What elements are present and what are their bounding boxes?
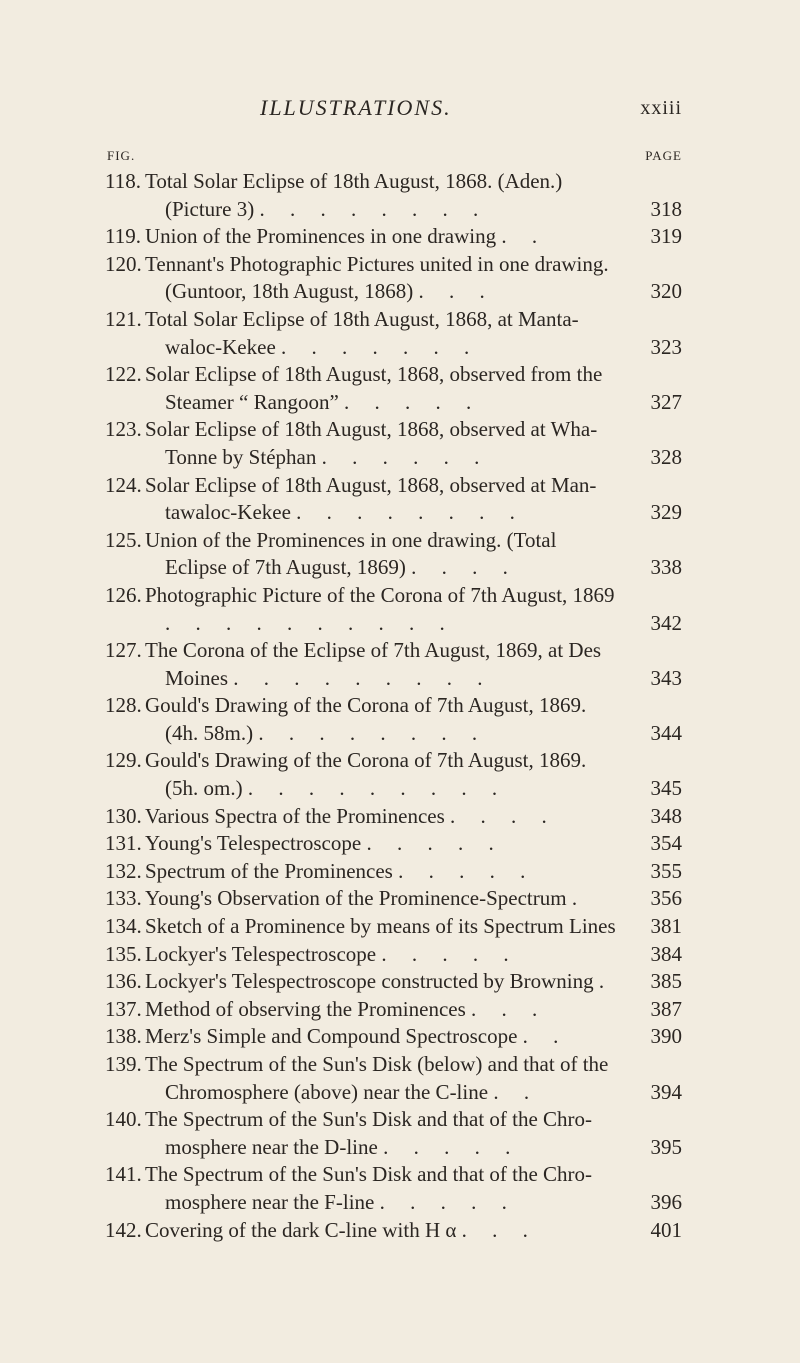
figure-number: 125. [105,527,142,552]
leader-dots: . . . . . . . . . [233,665,493,690]
caption-text: Total Solar Eclipse of 18th August, 1868. (Aden.) (Picture 3) [145,169,563,221]
figure-number: 118. [105,169,141,193]
figure-caption [145,527,682,582]
page-number: 394 [650,1079,682,1104]
page-number: 395 [650,1134,682,1159]
page-number: 356 [650,886,682,911]
figure-number: 141. [105,1162,142,1187]
caption-text: Lockyer's Telespectroscope [145,941,377,966]
figure-number: 134. [105,914,142,939]
figure-caption [145,1106,682,1161]
list-item [105,941,682,969]
list-item [105,803,682,831]
figure-caption [145,416,682,471]
page-column-label: PAGE [645,148,682,163]
list-item [105,582,682,637]
page-number: 348 [650,803,682,828]
figure-number: 123. [105,417,142,442]
page-number: 396 [650,1189,682,1214]
list-item [105,913,682,941]
figure-caption [145,1051,682,1106]
leader-dots: . . . . . . . . . [247,776,508,801]
list-item [105,1217,682,1245]
caption-text: The Spectrum of the Sun's Disk and that of the Chro-mosphere near the F-line [145,1162,593,1214]
page-number: 384 [650,941,682,966]
caption-text: Various Spectra of the Prominences [145,803,445,828]
page-number: 323 [650,334,682,359]
figure-caption [145,1161,682,1216]
caption-text: Union of the Prominences in one drawing [145,224,497,249]
list-item [105,1023,682,1051]
leader-dots: . . . [418,279,495,304]
page-number: 344 [650,720,682,745]
figure-number: 120. [105,251,142,276]
leader-dots: . . . . . [344,389,482,414]
caption-text: Young's Telespectroscope [145,831,362,856]
leader-dots: . [598,969,615,994]
caption-text: Gould's Drawing of the Corona of 7th August, 1869. (5h. om.) [145,748,587,801]
list-item [105,223,682,251]
caption-text: Tennant's Photographic Pictures united in one drawing. (Guntoor, 18th August, 1868) [145,251,609,304]
leader-dots: . . [493,1079,540,1104]
figure-caption [145,941,682,969]
list-item [105,1161,682,1216]
leader-dots: . . [522,1024,569,1049]
page-number: 381 [650,914,682,939]
leader-dots: . . . . . [381,941,519,966]
figure-caption [145,472,682,527]
figure-number: 124. [105,472,142,497]
page-number: 390 [650,1024,682,1049]
running-head-title: ILLUSTRATIONS. [260,95,452,120]
figure-number: 136. [105,969,142,994]
figure-number: 142. [105,1217,142,1242]
figure-caption [145,803,682,831]
page-number: 329 [650,500,682,525]
caption-text: The Spectrum of the Sun's Disk (below) and that of the Chromosphere (above) near the C-line [145,1052,609,1104]
caption-text: Spectrum of the Prominences [145,858,393,883]
caption-text: Solar Eclipse of 18th August, 1868, observed from the Steamer “ Rangoon” [145,362,603,414]
figure-caption [145,361,682,416]
illustration-list [105,168,682,1244]
leader-dots: . [571,886,588,911]
leader-dots: . . . . . [366,831,504,856]
leader-dots: . . . . . . . . [296,500,525,525]
page-number: 385 [650,969,682,994]
list-item [105,1106,682,1161]
caption-text: Total Solar Eclipse of 18th August, 1868, at Manta-waloc-Kekee [145,306,579,359]
caption-text: Merz's Simple and Compound Spectroscope [145,1024,518,1049]
page-numeral: xxiii [640,97,682,119]
list-item [105,361,682,416]
leader-dots: . . [501,224,548,249]
page-number: 343 [650,665,682,690]
caption-text: Union of the Prominences in one drawing. (Total Eclipse of 7th August, 1869) [145,527,557,580]
list-item [105,472,682,527]
list-item [105,637,682,692]
list-item [105,692,682,747]
list-item [105,996,682,1024]
figure-number: 138. [105,1024,142,1049]
figure-number: 139. [105,1052,142,1076]
leader-dots: . . . [461,1217,538,1242]
leader-dots: . . . . . [398,858,536,883]
caption-text: Lockyer's Telespectroscope constructed by Browning [145,969,594,994]
page-number: 318 [650,196,682,221]
leader-dots: . . . . . . . . [258,720,488,745]
figure-number: 133. [105,886,142,911]
caption-text: The Spectrum of the Sun's Disk and that of the Chro-mosphere near the D-line [145,1107,593,1159]
leader-dots: . . . . . . . . . . [165,610,455,635]
caption-text: Young's Observation of the Prominence-Spectrum [145,886,567,911]
figure-caption [145,913,682,941]
leader-dots: . . . . [411,555,518,580]
page-number: 319 [650,224,682,249]
leader-dots: . . . . . . . [281,334,480,359]
leader-dots: . . . . . . . . [259,196,489,221]
caption-text: Covering of the dark C-line with H α [145,1217,457,1242]
list-item [105,306,682,361]
figure-caption [145,306,682,361]
fig-column-label: FIG. [107,148,136,163]
figure-caption [145,858,682,886]
list-item [105,527,682,582]
caption-text: Photographic Picture of the Corona of 7th August, 1869 [145,582,615,607]
list-item [105,747,682,802]
running-head [0,95,800,125]
caption-text: The Corona of the Eclipse of 7th August, 1869, at Des Moines [145,638,602,690]
page-number: 354 [650,831,682,856]
page-number: 342 [650,610,682,635]
figure-caption [145,885,682,913]
figure-caption [145,637,682,692]
figure-number: 127. [105,638,142,663]
page-number: 401 [650,1217,682,1242]
figure-caption [145,996,682,1024]
figure-number: 126. [105,582,142,607]
figure-caption [145,968,682,996]
figure-number: 129. [105,748,142,773]
caption-text: Sketch of a Prominence by means of its Spectrum Lines [145,914,616,939]
figure-number: 132. [105,858,142,883]
caption-text: Gould's Drawing of the Corona of 7th August, 1869. (4h. 58m.) [145,693,587,745]
page-number: 355 [650,858,682,883]
leader-dots: . . . [471,996,548,1021]
figure-number: 128. [105,693,142,718]
list-item [105,830,682,858]
leader-dots: . . . . . . [321,444,490,469]
list-item [105,251,682,306]
figure-number: 122. [105,362,142,387]
leader-dots: . . . . . [383,1134,521,1159]
figure-caption [145,582,682,637]
page-number: 345 [650,776,682,801]
page-number: 387 [650,996,682,1021]
figure-number: 140. [105,1107,142,1132]
figure-caption [145,830,682,858]
figure-number: 135. [105,941,142,966]
list-item [105,1051,682,1106]
figure-number: 119. [105,224,141,249]
figure-caption [145,1217,682,1245]
figure-caption [145,168,682,223]
leader-dots: . . . . . [379,1189,517,1214]
leader-dots: . . . . [450,803,557,828]
list-item [105,858,682,886]
figure-caption [145,1023,682,1051]
figure-caption [145,692,682,747]
figure-number: 137. [105,996,142,1021]
page-number: 338 [650,555,682,580]
list-item [105,885,682,913]
page-number: 320 [650,279,682,304]
list-item [105,168,682,223]
caption-text: Solar Eclipse of 18th August, 1868, observed at Man-tawaloc-Kekee [145,472,597,525]
caption-text: Method of observing the Prominences [145,996,466,1021]
figure-caption [145,747,682,802]
list-item [105,416,682,471]
figure-number: 121. [105,306,142,331]
figure-caption [145,223,682,251]
figure-number: 131. [105,831,142,856]
page-number: 327 [650,389,682,414]
figure-number: 130. [105,803,142,828]
list-item [105,968,682,996]
caption-text: Solar Eclipse of 18th August, 1868, observed at Wha-Tonne by Stéphan [145,417,598,469]
figure-caption [145,251,682,306]
page-number: 328 [650,444,682,469]
